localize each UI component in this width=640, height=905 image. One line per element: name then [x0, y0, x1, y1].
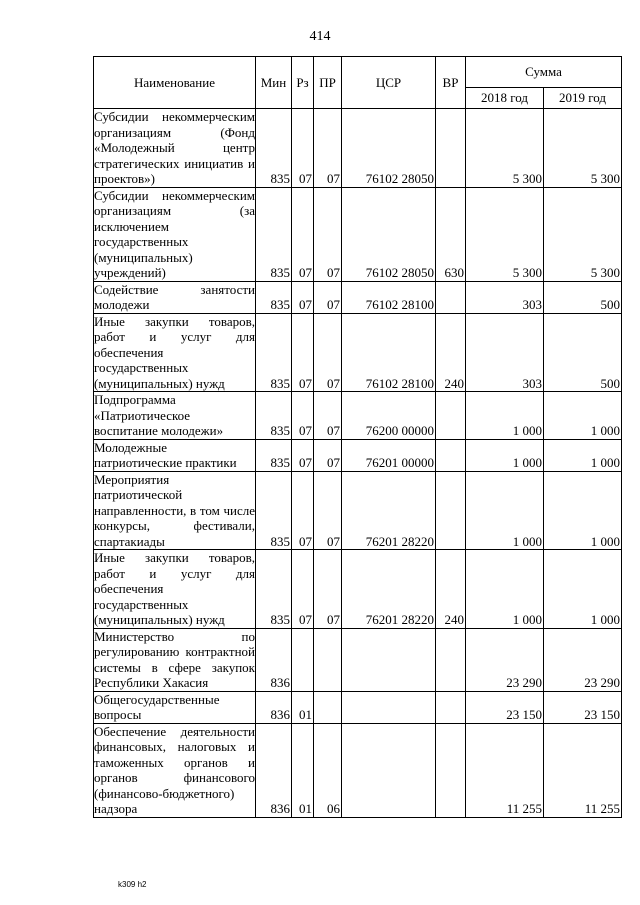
- header-name: Наименование: [94, 57, 256, 109]
- rz-cell: 07: [292, 313, 314, 392]
- pr-cell: 07: [314, 439, 342, 471]
- pr-cell: 07: [314, 471, 342, 550]
- vr-cell: [436, 471, 466, 550]
- csr-cell: 76201 28220: [342, 550, 436, 629]
- min-cell: 835: [256, 187, 292, 281]
- header-sum: Сумма: [466, 57, 622, 88]
- rz-cell: 01: [292, 691, 314, 723]
- table-row: [94, 439, 622, 471]
- sum-2019-cell: 5 300: [544, 187, 622, 281]
- pr-cell: 07: [314, 187, 342, 281]
- name-cell: Обеспечение деятельности финансовых, налоговых и таможенных органов и органов финансового (финансово-бюджетного) надзора: [94, 723, 255, 816]
- name-cell: Иные закупки товаров, работ и услуг для обеспечения государственных (муниципальных) нужд: [94, 313, 255, 391]
- vr-cell: [436, 628, 466, 691]
- sum-2018-cell: 1 000: [466, 439, 544, 471]
- sum-2018-cell: 303: [466, 313, 544, 392]
- table-body: [94, 109, 622, 818]
- sum-2018-cell: 23 290: [466, 628, 544, 691]
- header-min: Мин: [256, 57, 292, 109]
- sum-2018-cell: 1 000: [466, 471, 544, 550]
- table-row: [94, 550, 622, 629]
- pr-cell: 06: [314, 723, 342, 817]
- sum-2019-cell: 23 290: [544, 628, 622, 691]
- vr-cell: [436, 723, 466, 817]
- min-cell: 836: [256, 691, 292, 723]
- table-row: [94, 628, 622, 691]
- page-number: 414: [309, 29, 331, 44]
- sum-2018-cell: 303: [466, 281, 544, 313]
- table-row: [94, 281, 622, 313]
- pr-cell: [314, 691, 342, 723]
- table-row: [94, 392, 622, 440]
- csr-cell: 76201 28220: [342, 471, 436, 550]
- header-2019: 2019 год: [544, 88, 622, 109]
- min-cell: 835: [256, 109, 292, 188]
- csr-cell: 76102 28100: [342, 313, 436, 392]
- rz-cell: 07: [292, 471, 314, 550]
- min-cell: 836: [256, 628, 292, 691]
- sum-2019-cell: 23 150: [544, 691, 622, 723]
- rz-cell: 07: [292, 439, 314, 471]
- csr-cell: 76102 28050: [342, 187, 436, 281]
- csr-cell: [342, 723, 436, 817]
- sum-2019-cell: 1 000: [544, 471, 622, 550]
- budget-table: [93, 56, 622, 818]
- sum-2018-cell: 1 000: [466, 392, 544, 440]
- pr-cell: 07: [314, 392, 342, 440]
- min-cell: 835: [256, 313, 292, 392]
- min-cell: 835: [256, 439, 292, 471]
- vr-cell: 240: [436, 313, 466, 392]
- vr-cell: [436, 109, 466, 188]
- pr-cell: 07: [314, 109, 342, 188]
- pr-cell: [314, 628, 342, 691]
- name-cell: Подпрограмма «Патриотическое воспитание молодежи»: [94, 392, 256, 440]
- table-row: [94, 723, 622, 817]
- rz-cell: [292, 628, 314, 691]
- sum-2018-cell: 11 255: [466, 723, 544, 817]
- name-cell: Субсидии некоммерческим организациям (за исключением государственных (муниципальных) учреждений): [94, 187, 255, 280]
- min-cell: 836: [256, 723, 292, 817]
- vr-cell: [436, 439, 466, 471]
- sum-2019-cell: 500: [544, 313, 622, 392]
- rz-cell: 07: [292, 392, 314, 440]
- min-cell: 835: [256, 471, 292, 550]
- rz-cell: 07: [292, 109, 314, 188]
- sum-2019-cell: 500: [544, 281, 622, 313]
- vr-cell: 240: [436, 550, 466, 629]
- vr-cell: [436, 691, 466, 723]
- csr-cell: [342, 628, 436, 691]
- min-cell: 835: [256, 550, 292, 629]
- name-cell: Субсидии некоммерческим организациям (Фонд «Молодежный центр стратегических инициатив и проектов»): [94, 109, 255, 186]
- name-cell: Молодежные патриотические практики: [94, 439, 256, 471]
- csr-cell: 76201 00000: [342, 439, 436, 471]
- sum-2019-cell: 11 255: [544, 723, 622, 817]
- pr-cell: 07: [314, 313, 342, 392]
- csr-cell: 76200 00000: [342, 392, 436, 440]
- vr-cell: 630: [436, 187, 466, 281]
- name-cell: Министерство по регулированию контрактной системы в сфере закупок Республики Хакасия: [94, 628, 255, 690]
- table-row: [94, 109, 622, 188]
- pr-cell: 07: [314, 281, 342, 313]
- header-rz: Рз: [292, 57, 314, 109]
- name-cell: Иные закупки товаров, работ и услуг для обеспечения государственных (муниципальных) нужд: [94, 550, 255, 627]
- sum-2018-cell: 5 300: [466, 109, 544, 188]
- csr-cell: [342, 691, 436, 723]
- pr-cell: 07: [314, 550, 342, 629]
- rz-cell: 07: [292, 187, 314, 281]
- sum-2018-cell: 1 000: [466, 550, 544, 629]
- header-csr: ЦСР: [342, 57, 436, 109]
- footer-code: k309 h2: [118, 880, 147, 889]
- vr-cell: [436, 281, 466, 313]
- table-row: [94, 187, 622, 281]
- table-row: [94, 691, 622, 723]
- sum-2018-cell: 23 150: [466, 691, 544, 723]
- header-pr: ПР: [314, 57, 342, 109]
- min-cell: 835: [256, 281, 292, 313]
- vr-cell: [436, 392, 466, 440]
- sum-2019-cell: 1 000: [544, 439, 622, 471]
- header-2018: 2018 год: [466, 88, 544, 109]
- name-cell: Содействие занятости молодежи: [94, 281, 255, 312]
- min-cell: 835: [256, 392, 292, 440]
- sum-2019-cell: 1 000: [544, 392, 622, 440]
- rz-cell: 07: [292, 550, 314, 629]
- header-vr: ВР: [436, 57, 466, 109]
- sum-2019-cell: 5 300: [544, 109, 622, 188]
- sum-2019-cell: 1 000: [544, 550, 622, 629]
- csr-cell: 76102 28050: [342, 109, 436, 188]
- name-cell: Общегосударственные вопросы: [94, 691, 256, 723]
- table-row: [94, 471, 622, 550]
- table-row: [94, 313, 622, 392]
- rz-cell: 07: [292, 281, 314, 313]
- csr-cell: 76102 28100: [342, 281, 436, 313]
- rz-cell: 01: [292, 723, 314, 817]
- sum-2018-cell: 5 300: [466, 187, 544, 281]
- name-cell: Мероприятия патриотической направленности, в том числе конкурсы, фестивали, спартакиады: [94, 471, 255, 549]
